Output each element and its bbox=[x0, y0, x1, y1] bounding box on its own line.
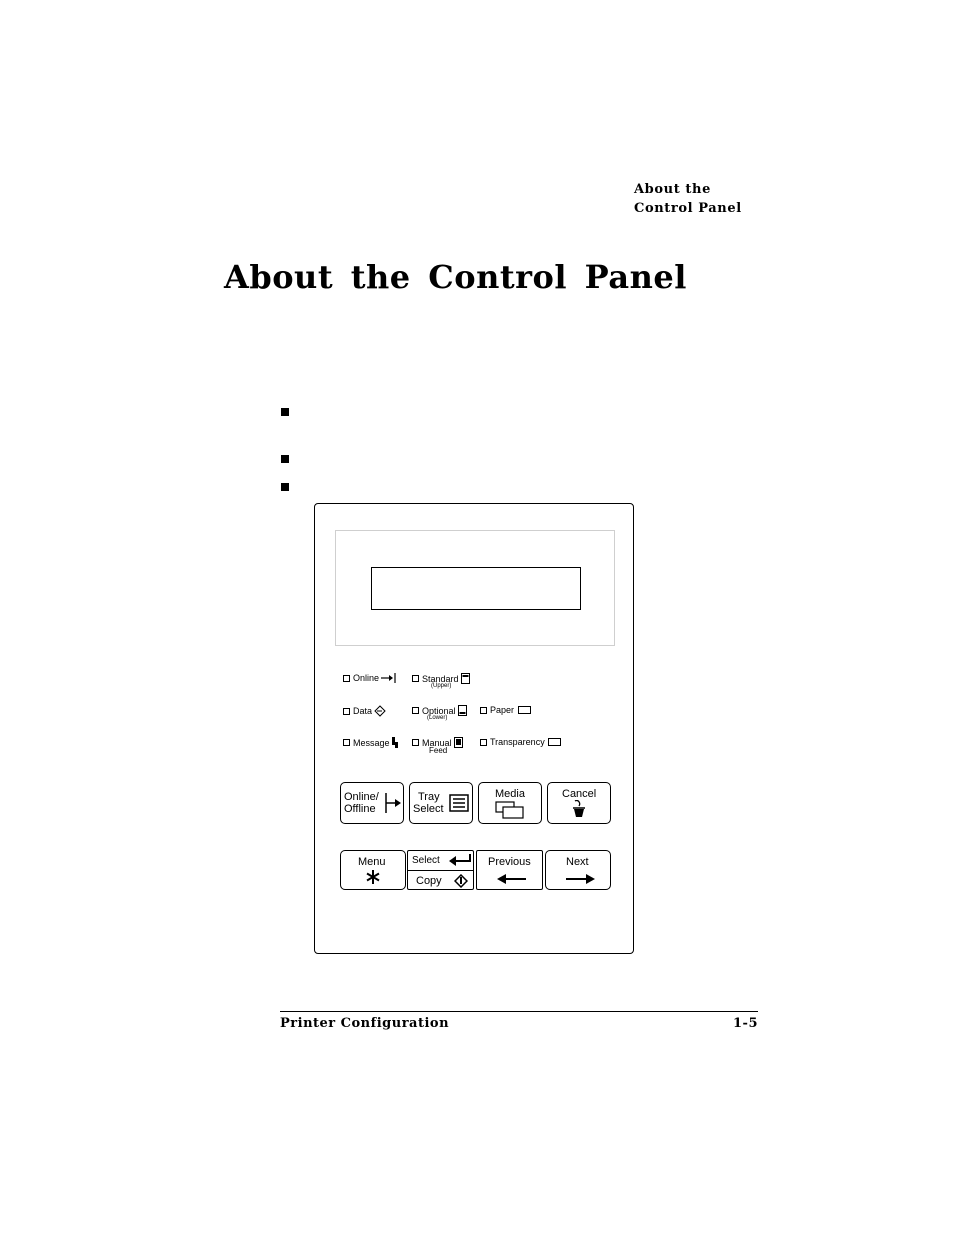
indicator-standard-sub: (Upper) bbox=[431, 683, 452, 689]
previous-key-label: Previous bbox=[488, 856, 531, 868]
cancel-trash-icon bbox=[572, 800, 586, 818]
indicator-manual-label: Manual bbox=[422, 737, 452, 748]
footer-rule bbox=[280, 1011, 758, 1012]
asterisk-icon bbox=[365, 869, 381, 885]
manual-feed-icon bbox=[454, 737, 463, 748]
select-copy-key[interactable] bbox=[407, 850, 474, 890]
indicator-optional-label: Optional bbox=[422, 705, 456, 716]
online-offline-arrow-icon bbox=[385, 792, 402, 814]
indicator-standard-label: Standard bbox=[422, 673, 459, 684]
indicator-message bbox=[343, 737, 399, 748]
indicator-transparency-label: Transparency bbox=[490, 737, 545, 747]
tray-select-key-label-1: Tray bbox=[418, 791, 440, 803]
control-panel-illustration bbox=[314, 503, 634, 954]
online-offline-key-label-2: Offline bbox=[344, 803, 376, 815]
tray-icon bbox=[449, 794, 469, 812]
indicator-optional-sub: (Lower) bbox=[427, 715, 448, 721]
online-offline-key-label-1: Online/ bbox=[344, 791, 379, 803]
indicator-online-label: Online bbox=[353, 673, 380, 683]
led-manual bbox=[412, 739, 419, 746]
menu-key[interactable] bbox=[340, 850, 406, 890]
upper-tray-icon bbox=[461, 673, 470, 684]
online-offline-key[interactable] bbox=[340, 782, 404, 824]
footer-page-number: 1-5 bbox=[733, 1016, 758, 1031]
indicator-paper bbox=[480, 705, 532, 715]
led-online bbox=[343, 675, 350, 682]
display-frame bbox=[335, 530, 615, 646]
indicator-data bbox=[343, 705, 386, 717]
select-copy-divider bbox=[408, 870, 473, 871]
bullet-2 bbox=[281, 455, 289, 463]
running-head bbox=[634, 180, 764, 218]
bullet-3 bbox=[281, 483, 289, 491]
led-data bbox=[343, 708, 350, 715]
copy-key-label: Copy bbox=[416, 875, 442, 887]
cancel-key[interactable] bbox=[547, 782, 611, 824]
indicator-message-label: Message bbox=[353, 737, 390, 748]
enter-arrow-icon bbox=[448, 853, 472, 867]
message-icon bbox=[392, 737, 399, 748]
indicator-manual-sub: Feed bbox=[429, 746, 448, 755]
data-diamond-icon bbox=[374, 705, 386, 717]
indicator-paper-label: Paper bbox=[490, 705, 515, 715]
next-key-label: Next bbox=[566, 856, 589, 868]
lower-tray-icon bbox=[458, 705, 467, 716]
indicator-online bbox=[343, 673, 397, 683]
copy-diamond-icon bbox=[454, 874, 468, 888]
tray-select-key-label-2: Select bbox=[413, 803, 444, 815]
media-icon bbox=[495, 801, 525, 819]
cancel-key-label: Cancel bbox=[562, 788, 597, 800]
previous-key[interactable] bbox=[476, 850, 543, 890]
transparency-icon bbox=[548, 738, 562, 747]
online-arrow-icon bbox=[381, 673, 397, 683]
indicator-data-label: Data bbox=[353, 706, 373, 716]
led-optional bbox=[412, 707, 419, 714]
next-key[interactable] bbox=[545, 850, 611, 890]
running-head-line-1: About the bbox=[634, 182, 711, 197]
bullet-1 bbox=[281, 408, 289, 416]
led-message bbox=[343, 739, 350, 746]
media-key[interactable] bbox=[478, 782, 542, 824]
lcd-display bbox=[371, 567, 581, 610]
page-title: About the Control Panel bbox=[224, 258, 687, 296]
led-transparency bbox=[480, 739, 487, 746]
menu-key-label: Menu bbox=[358, 856, 386, 868]
running-head-line-2: Control Panel bbox=[634, 201, 742, 216]
paper-icon bbox=[518, 706, 532, 715]
right-arrow-icon bbox=[565, 873, 595, 885]
indicator-transparency bbox=[480, 737, 562, 747]
tray-select-key[interactable] bbox=[409, 782, 473, 824]
led-standard bbox=[412, 675, 419, 682]
left-arrow-icon bbox=[497, 873, 527, 885]
media-key-label: Media bbox=[495, 788, 525, 800]
select-key-label: Select bbox=[412, 855, 440, 866]
led-paper bbox=[480, 707, 487, 714]
footer-section-title: Printer Configuration bbox=[280, 1016, 450, 1031]
